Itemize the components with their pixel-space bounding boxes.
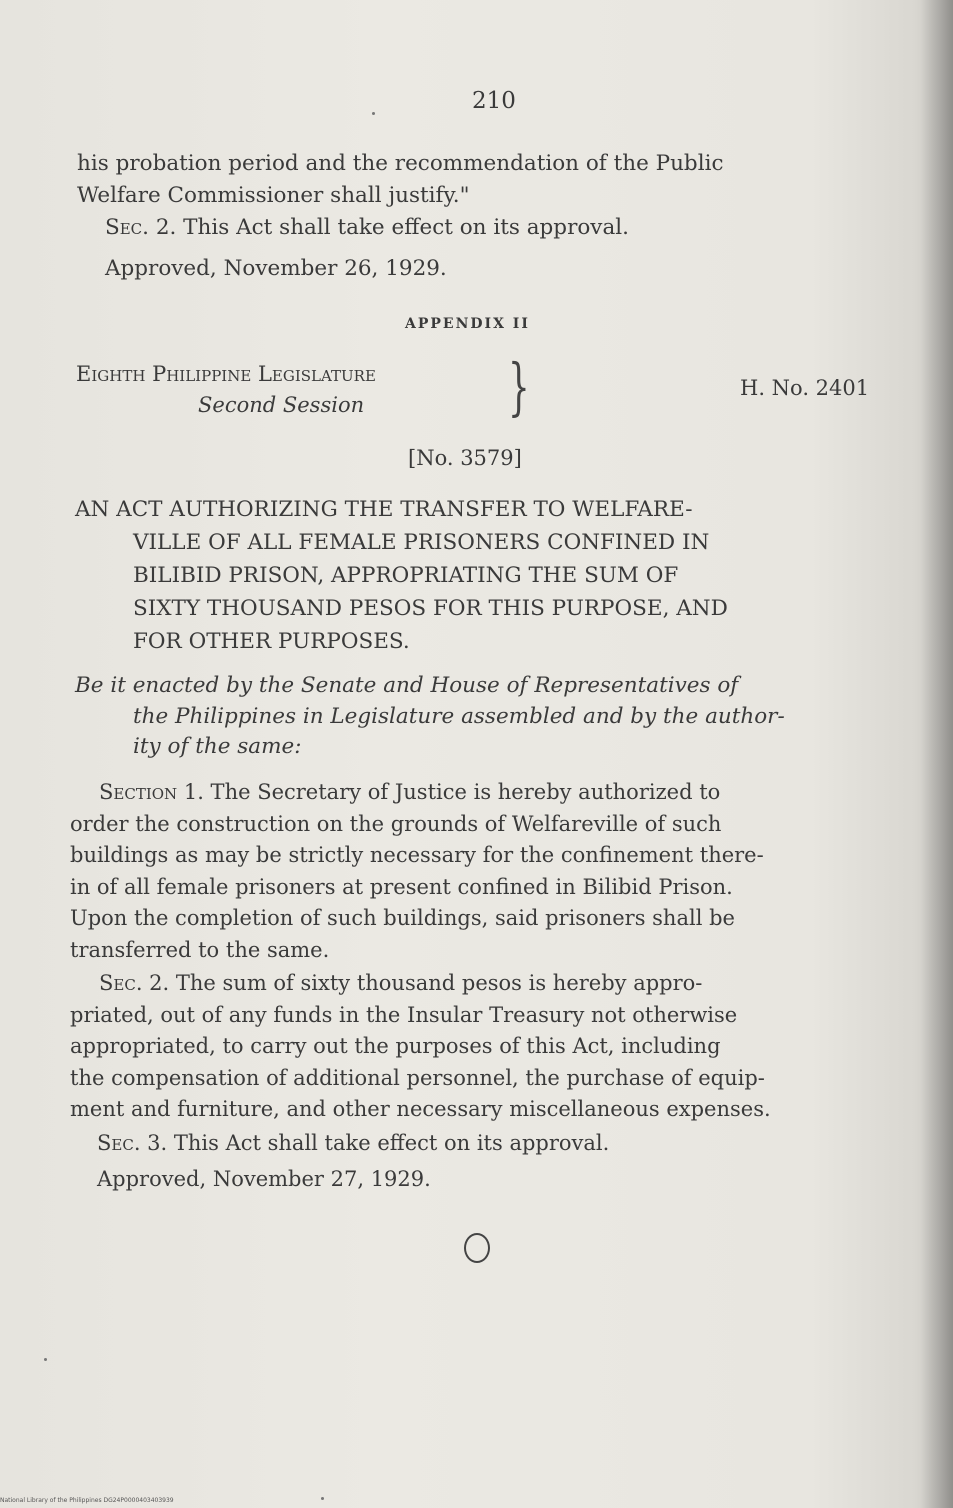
section-2-line: priated, out of any funds in the Insular Treasury not otherwise [70, 1002, 738, 1027]
section-2-line: ment and furniture, and other necessary miscellaneous expenses. [70, 1097, 771, 1121]
intro-line-1: his probation period and the recommendation of the Public [77, 151, 724, 176]
section-1-line: order the construction on the grounds of Welfareville of such [70, 811, 722, 836]
sec-label: Sec. [97, 1131, 141, 1155]
section-1-line: transferred to the same. [70, 937, 330, 962]
act-title-line: BILIBID PRISON, APPROPRIATING THE SUM OF [133, 563, 679, 588]
sec-label: Sec. [99, 971, 143, 995]
section-label: Section [99, 780, 178, 804]
final-approved-date: Approved, November 27, 1929. [97, 1167, 431, 1191]
act-title [75, 493, 728, 658]
section-2-line: the compensation of additional personnel, the purchase of equip- [70, 1065, 765, 1090]
act-number: [No. 3579] [408, 446, 522, 470]
act-title-line: FOR OTHER PURPOSES. [133, 629, 410, 654]
intro-approved-date: Approved, November 26, 1929. [105, 256, 447, 281]
page-number: 210 [472, 88, 516, 114]
section-1-line: buildings as may be strictly necessary for the confinement there- [70, 843, 764, 867]
scan-speck [372, 112, 375, 115]
scan-footer-credit: National Library of the Philippines DG24P0000403403939 [0, 1497, 174, 1504]
appendix-heading: APPENDIX II [405, 316, 530, 332]
enacting-clause-line: ity of the same: [133, 734, 302, 759]
brace-glyph: } [508, 350, 530, 423]
section-2-first-text: 2. The sum of sixty thousand pesos is hereby appro- [142, 971, 703, 995]
intro-line-2: Welfare Commissioner shall justify." [77, 183, 470, 208]
scan-speck [44, 1358, 47, 1361]
legislature-session: Second Session [198, 393, 365, 417]
section-1-line [70, 777, 764, 809]
page-binding-shadow [921, 0, 953, 1508]
act-title-line: VILLE OF ALL FEMALE PRISONERS CONFINED IN [133, 530, 710, 555]
section-1-line: in of all female prisoners at present confined in Bilibid Prison. [70, 874, 733, 899]
legislature-name: Eighth Philippine Legislature [76, 362, 376, 386]
section-1 [70, 777, 764, 966]
section-1-first-text: 1. The Secretary of Justice is hereby authorized to [177, 780, 721, 804]
sec-label: Sec. [105, 215, 149, 240]
section-2-line [70, 968, 771, 1000]
section-3-text: 3. This Act shall take effect on its approval. [140, 1131, 610, 1155]
bill-number: H. No. 2401 [740, 376, 870, 400]
enacting-clause [75, 671, 785, 763]
section-2-line: appropriated, to carry out the purposes of this Act, including [70, 1034, 721, 1058]
section-3 [97, 1131, 609, 1155]
section-2 [70, 968, 771, 1126]
section-1-line: Upon the completion of such buildings, said prisoners shall be [70, 906, 735, 930]
intro-section-2 [105, 212, 629, 243]
act-title-line: SIXTY THOUSAND PESOS FOR THIS PURPOSE, AND [133, 596, 728, 621]
intro-section-2-text: 2. This Act shall take effect on its approval. [149, 215, 629, 240]
end-mark-circle [464, 1233, 490, 1263]
act-title-line: AN ACT AUTHORIZING THE TRANSFER TO WELFARE- [75, 497, 693, 522]
enacting-clause-line: the Philippines in Legislature assembled and by the author- [133, 703, 785, 729]
enacting-clause-line: Be it enacted by the Senate and House of Representatives of [75, 673, 739, 698]
scan-speck [321, 1497, 324, 1500]
